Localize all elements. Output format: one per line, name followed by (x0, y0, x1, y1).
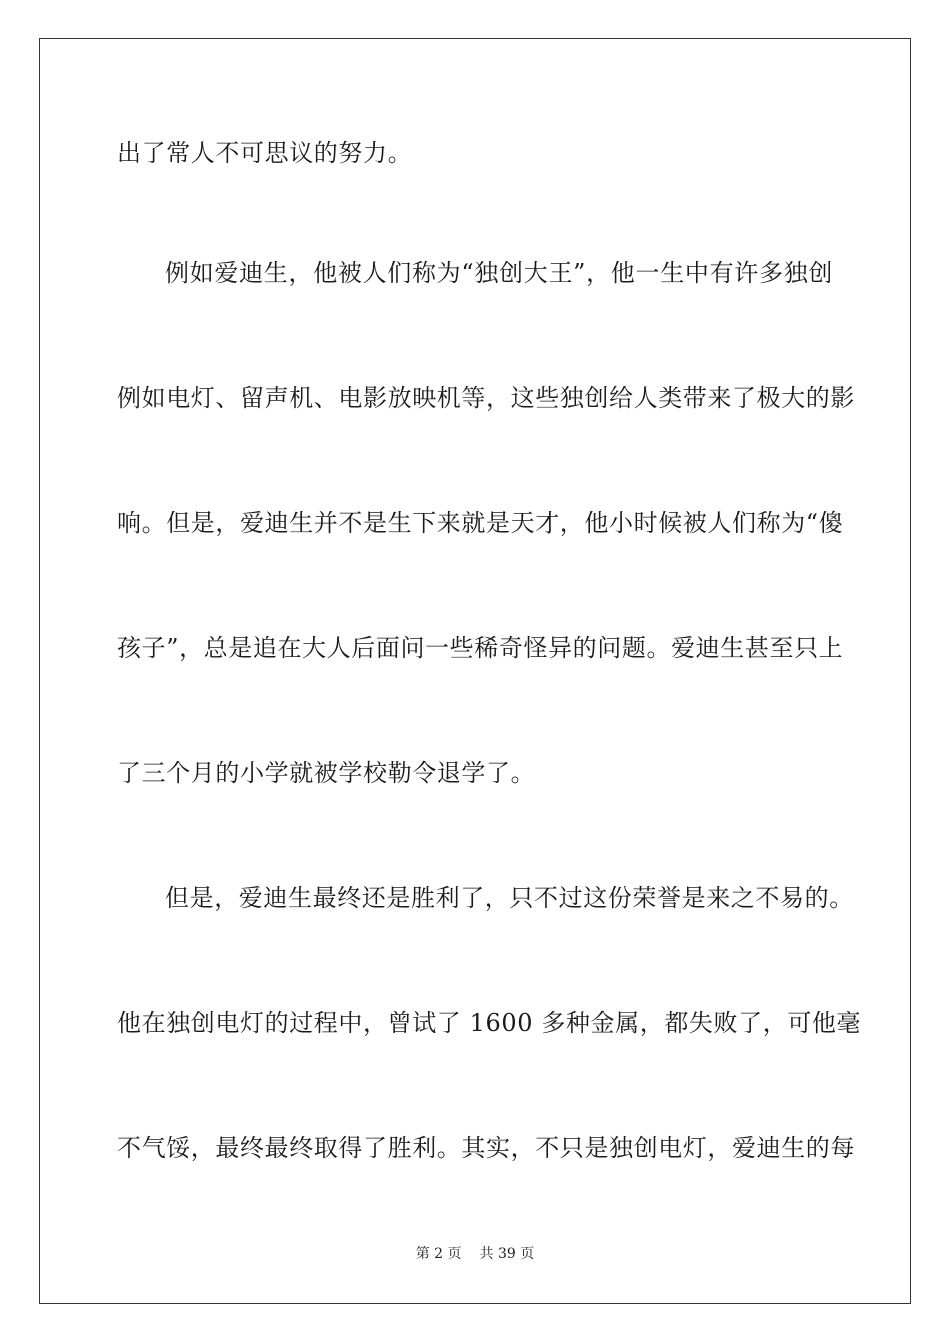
paragraph-line-9: 不气馁，最终最终取得了胜利。其实，不只是独创电灯，爱迪生的每 (117, 1134, 855, 1162)
page-number: 第 2 页 (415, 1246, 462, 1262)
paragraph-line-5: 孩子”，总是追在大人后面问一些稀奇怪异的问题。爱迪生甚至只上 (117, 634, 844, 662)
paragraph-line-2: 例如爱迪生，他被人们称为“独创大王”，他一生中有许多独创 (165, 259, 833, 287)
paragraph-line-4: 响。但是，爱迪生并不是生下来就是天才，他小时候被人们称为“傻 (117, 509, 844, 537)
paragraph-line-1: 出了常人不可思议的努力。 (117, 139, 413, 167)
page-footer (0, 1245, 950, 1263)
paragraph-line-3: 例如电灯、留声机、电影放映机等，这些独创给人类带来了极大的影 (117, 384, 855, 412)
paragraph-line-8: 他在独创电灯的过程中，曾试了 1600 多种金属，都失败了，可他毫 (117, 1009, 862, 1037)
page-total: 共 39 页 (479, 1246, 535, 1262)
page-border (39, 38, 911, 1304)
paragraph-line-6: 了三个月的小学就被学校勒令退学了。 (117, 759, 536, 787)
paragraph-line-7: 但是，爱迪生最终还是胜利了，只不过这份荣誉是来之不易的。 (165, 884, 854, 912)
